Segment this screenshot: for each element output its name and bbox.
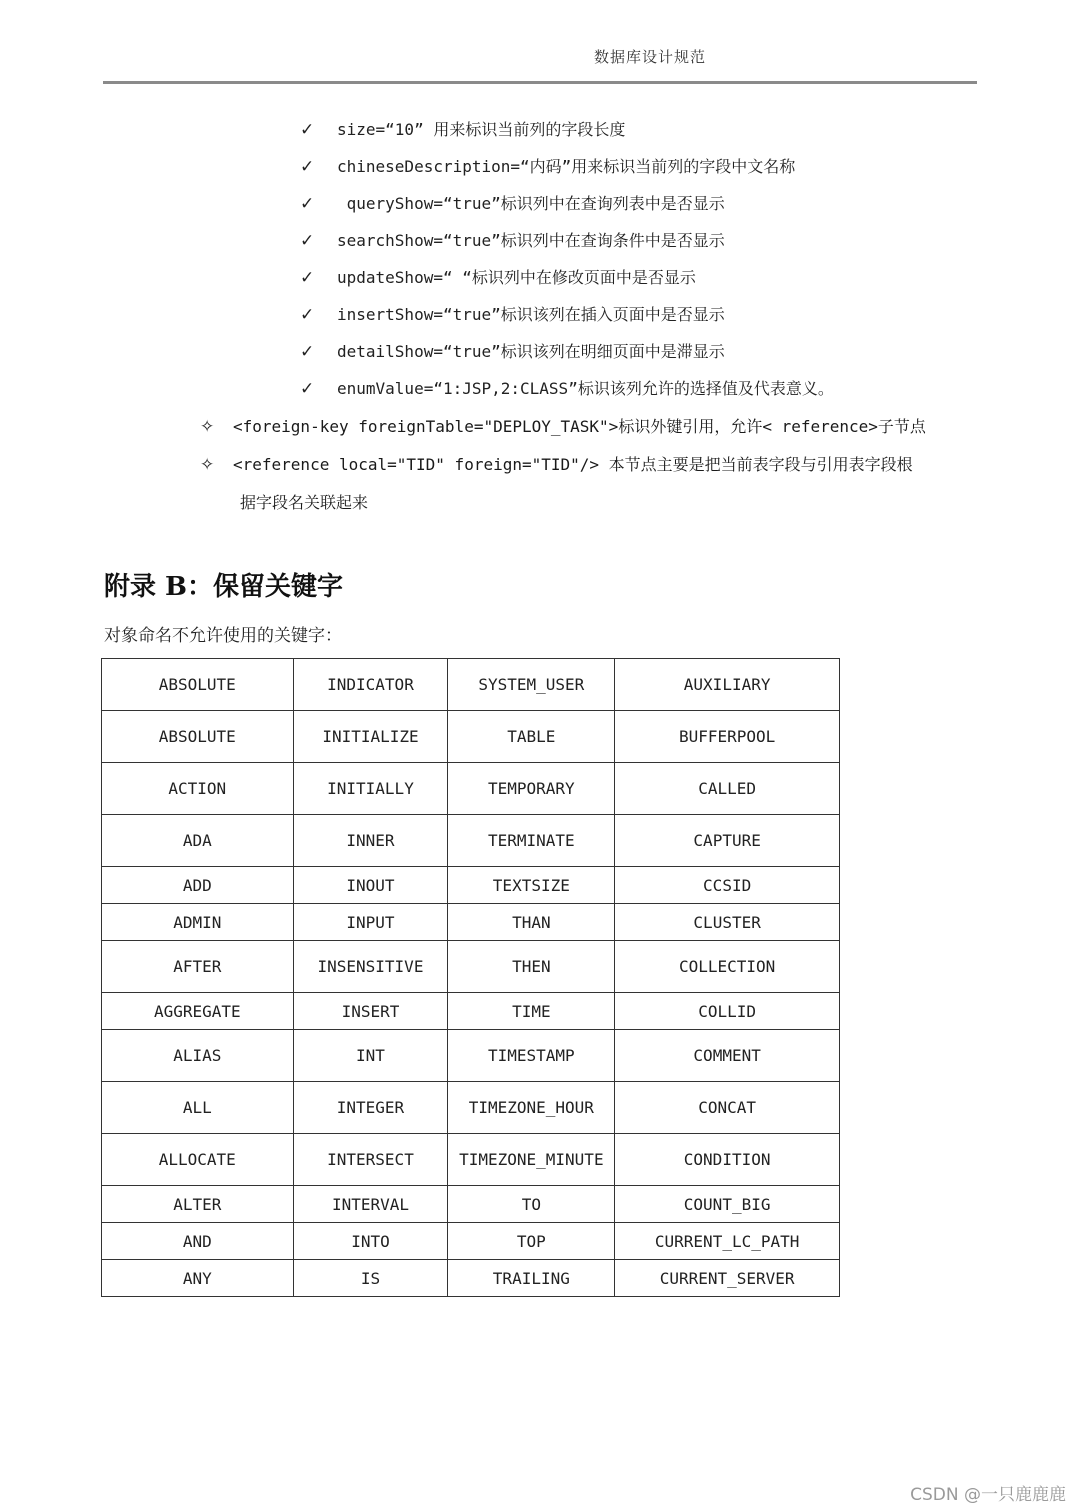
list-item-text: detailShow=“true”标识该列在明细页面中是滞显示 [337,342,725,361]
table-cell: TO [448,1186,615,1223]
table-cell: INT [293,1030,448,1082]
table-cell: CALLED [615,763,840,815]
table-cell: ALL [102,1082,294,1134]
table-row [102,1082,840,1134]
list-item-text: updateShow=“ “标识列中在修改页面中是否显示 [337,268,696,287]
list-item-text: queryShow=“true”标识列中在查询列表中是否显示 [337,194,725,213]
list-item [300,113,834,150]
table-cell: TIMESTAMP [448,1030,615,1082]
list-item-text: searchShow=“true”标识列中在查询条件中是否显示 [337,231,725,250]
appendix-note: 对象命名不允许使用的关键字： [104,626,342,646]
table-row [102,1223,840,1260]
table-cell: ABSOLUTE [102,659,294,711]
table-cell: CCSID [615,867,840,904]
checkmark-icon: ✓ [300,157,315,177]
checkmark-icon: ✓ [300,194,315,214]
list-item [300,372,834,409]
table-cell: THAN [448,904,615,941]
table-cell: CONDITION [615,1134,840,1186]
table-cell: INNER [293,815,448,867]
header-rule [103,81,977,84]
table-cell: CLUSTER [615,904,840,941]
table-cell: TIMEZONE_HOUR [448,1082,615,1134]
table-cell: IS [293,1260,448,1297]
table-cell: INSERT [293,993,448,1030]
table-cell: INPUT [293,904,448,941]
star-bullet-icon: ✧ [200,417,215,437]
table-cell: COLLID [615,993,840,1030]
list-item-text: chineseDescription=“内码”用来标识当前列的字段中文名称 [337,157,796,176]
table-cell: INTERVAL [293,1186,448,1223]
table-cell: INDICATOR [293,659,448,711]
table-cell: TIMEZONE_MINUTE [448,1134,615,1186]
table-cell: TOP [448,1223,615,1260]
table-cell: ALLOCATE [102,1134,294,1186]
table-row [102,993,840,1030]
table-cell: CAPTURE [615,815,840,867]
table-cell: COLLECTION [615,941,840,993]
table-cell: TEXTSIZE [448,867,615,904]
table-row [102,1260,840,1297]
table-cell: ACTION [102,763,294,815]
table-cell: INTEGER [293,1082,448,1134]
csdn-watermark: CSDN @一只鹿鹿鹿 [910,1485,1066,1505]
checkmark-icon: ✓ [300,342,315,362]
table-cell: INITIALIZE [293,711,448,763]
table-row [102,867,840,904]
checkmark-icon: ✓ [300,305,315,325]
table-cell: ALIAS [102,1030,294,1082]
table-cell: ABSOLUTE [102,711,294,763]
checkmark-icon: ✓ [300,231,315,251]
table-cell: INSENSITIVE [293,941,448,993]
table-cell: ADD [102,867,294,904]
checkmark-icon: ✓ [300,120,315,140]
table-row [102,1186,840,1223]
table-cell: CONCAT [615,1082,840,1134]
table-cell: AND [102,1223,294,1260]
list-item-continuation: 据字段名关联起来 [240,493,369,512]
table-cell: ANY [102,1260,294,1297]
star-bullet-icon: ✧ [200,455,215,475]
table-row [102,815,840,867]
table-cell: AGGREGATE [102,993,294,1030]
table-cell: SYSTEM_USER [448,659,615,711]
list-item-text: insertShow=“true”标识该列在插入页面中是否显示 [337,305,725,324]
table-cell: ADMIN [102,904,294,941]
node-description-list [200,408,980,521]
table-cell: AFTER [102,941,294,993]
list-item [200,446,980,521]
checkmark-icon: ✓ [300,379,315,399]
list-item-text: enumValue=“1:JSP,2:CLASS”标识该列允许的选择值及代表意义。 [337,379,834,398]
table-cell: CURRENT_SERVER [615,1260,840,1297]
table-cell: ADA [102,815,294,867]
table-cell: TIME [448,993,615,1030]
table-row [102,711,840,763]
list-item-text: size=“10” 用来标识当前列的字段长度 [337,120,626,139]
table-cell: COMMENT [615,1030,840,1082]
list-item [300,261,834,298]
list-item [200,408,980,446]
list-item [300,335,834,372]
table-cell: INTO [293,1223,448,1260]
table-row [102,763,840,815]
table-cell: ALTER [102,1186,294,1223]
table-row [102,941,840,993]
table-row [102,1134,840,1186]
table-cell: BUFFERPOOL [615,711,840,763]
table-cell: AUXILIARY [615,659,840,711]
table-row [102,659,840,711]
table-row [102,904,840,941]
attribute-check-list [300,113,834,409]
list-item [300,298,834,335]
table-cell: INTERSECT [293,1134,448,1186]
table-cell: CURRENT_LC_PATH [615,1223,840,1260]
table-cell: TEMPORARY [448,763,615,815]
reserved-keyword-table [101,658,840,1297]
appendix-heading: 附录 B：保留关键字 [104,572,344,602]
list-item [300,187,834,224]
page-header-title: 数据库设计规范 [594,48,707,66]
checkmark-icon: ✓ [300,268,315,288]
list-item [300,224,834,261]
table-row [102,1030,840,1082]
table-cell: TRAILING [448,1260,615,1297]
list-item [300,150,834,187]
table-cell: INOUT [293,867,448,904]
table-cell: THEN [448,941,615,993]
table-cell: INITIALLY [293,763,448,815]
table-cell: TERMINATE [448,815,615,867]
table-cell: TABLE [448,711,615,763]
list-item-text: <foreign-key foreignTable="DEPLOY_TASK">标识外键引用，允许< reference>子节点 [233,417,926,436]
table-cell: COUNT_BIG [615,1186,840,1223]
list-item-text: <reference local="TID" foreign="TID"/> 本节点主要是把当前表字段与引用表字段根 [233,455,913,474]
